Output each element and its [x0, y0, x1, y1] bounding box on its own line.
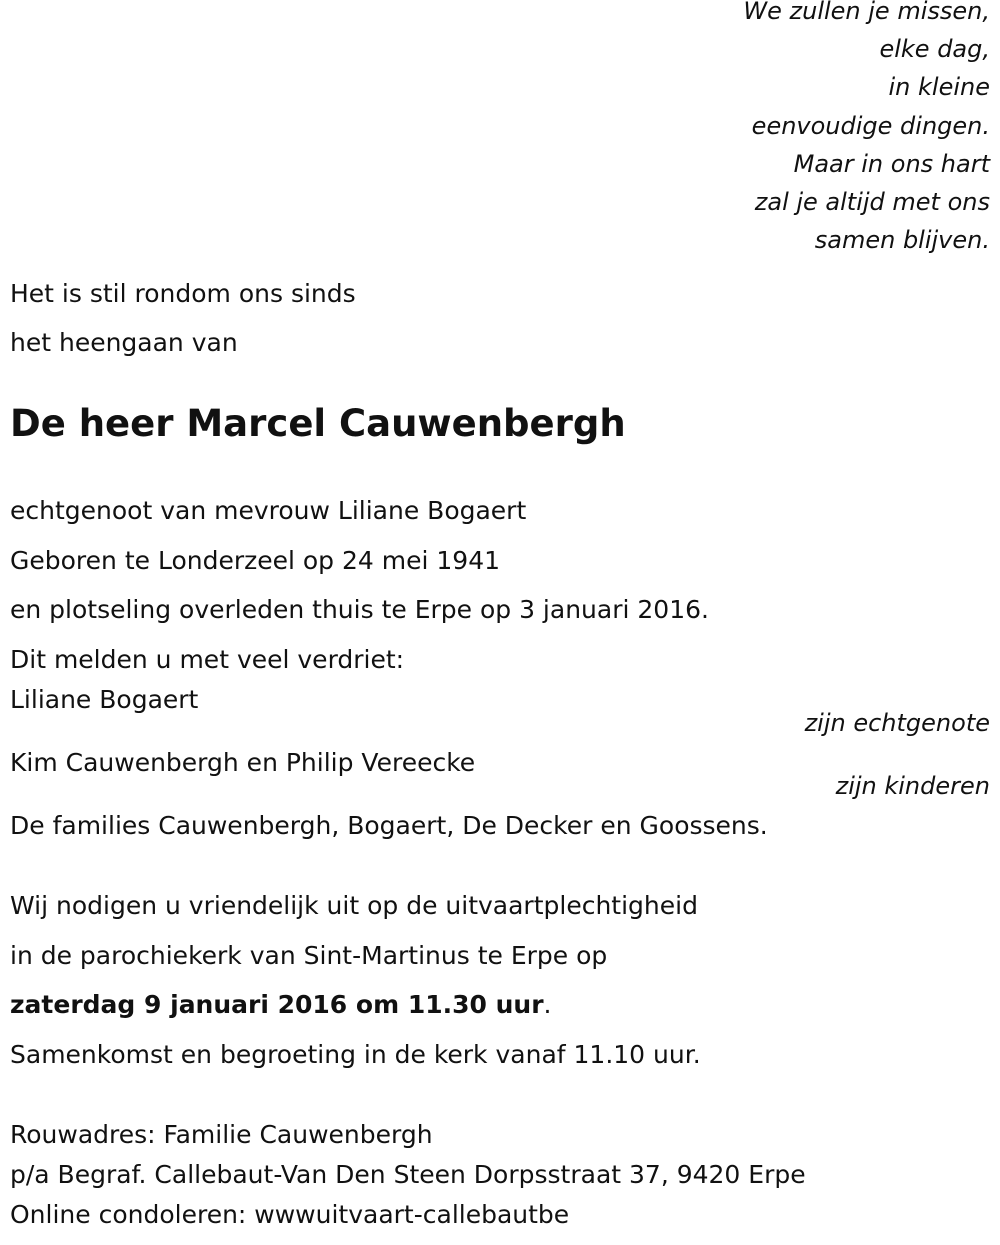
poem-line: in kleine	[888, 73, 990, 102]
mourner-role: zijn echtgenote	[804, 709, 990, 737]
intro-line: Het is stil rondom ons sinds	[10, 279, 356, 308]
poem-line: We zullen je missen,	[743, 0, 990, 25]
announcement-line: Dit melden u met veel verdriet:	[10, 645, 405, 674]
birth-detail: Geboren te Londerzeel op 24 mei 1941	[10, 546, 501, 575]
service-line	[10, 990, 552, 1020]
service-datetime: zaterdag 9 januari 2016 om 11.30 uur	[10, 990, 544, 1019]
contact-address-line: p/a Begraf. Callebaut-Van Den Steen Dorpsstraat 37, 9420 Erpe	[10, 1160, 806, 1189]
spouse-detail: echtgenoot van mevrouw Liliane Bogaert	[10, 496, 527, 525]
poem-line: Maar in ons hart	[793, 149, 990, 178]
online-condolence-line: Online condoleren: wwwuitvaart-callebautbe	[10, 1200, 570, 1229]
contact-address-line: Rouwadres: Familie Cauwenbergh	[10, 1120, 433, 1149]
mourner-name: Kim Cauwenbergh en Philip Vereecke	[10, 748, 476, 777]
invitation-line: Wij nodigen u vriendelijk uit op de uitvaartplechtigheid	[10, 891, 698, 920]
poem-line: elke dag,	[879, 35, 990, 64]
death-detail: en plotseling overleden thuis te Erpe op 3 januari 2016.	[10, 595, 709, 624]
poem-line: zal je altijd met ons	[754, 188, 990, 217]
poem-line: eenvoudige dingen.	[751, 111, 990, 140]
invitation-line: in de parochiekerk van Sint-Martinus te Erpe op	[10, 941, 608, 970]
mourner-name: Liliane Bogaert	[10, 685, 199, 714]
gathering-line: Samenkomst en begroeting in de kerk vanaf 11.10 uur.	[10, 1040, 701, 1069]
poem-line: samen blijven.	[814, 226, 990, 255]
memorial-poem	[590, 0, 990, 259]
deceased-name: De heer Marcel Cauwenbergh	[10, 402, 626, 445]
families-line: De families Cauwenbergh, Bogaert, De Decker en Goossens.	[10, 811, 768, 840]
intro-line: het heengaan van	[10, 328, 238, 357]
mourner-role: zijn kinderen	[835, 772, 990, 800]
service-suffix: .	[543, 990, 552, 1019]
